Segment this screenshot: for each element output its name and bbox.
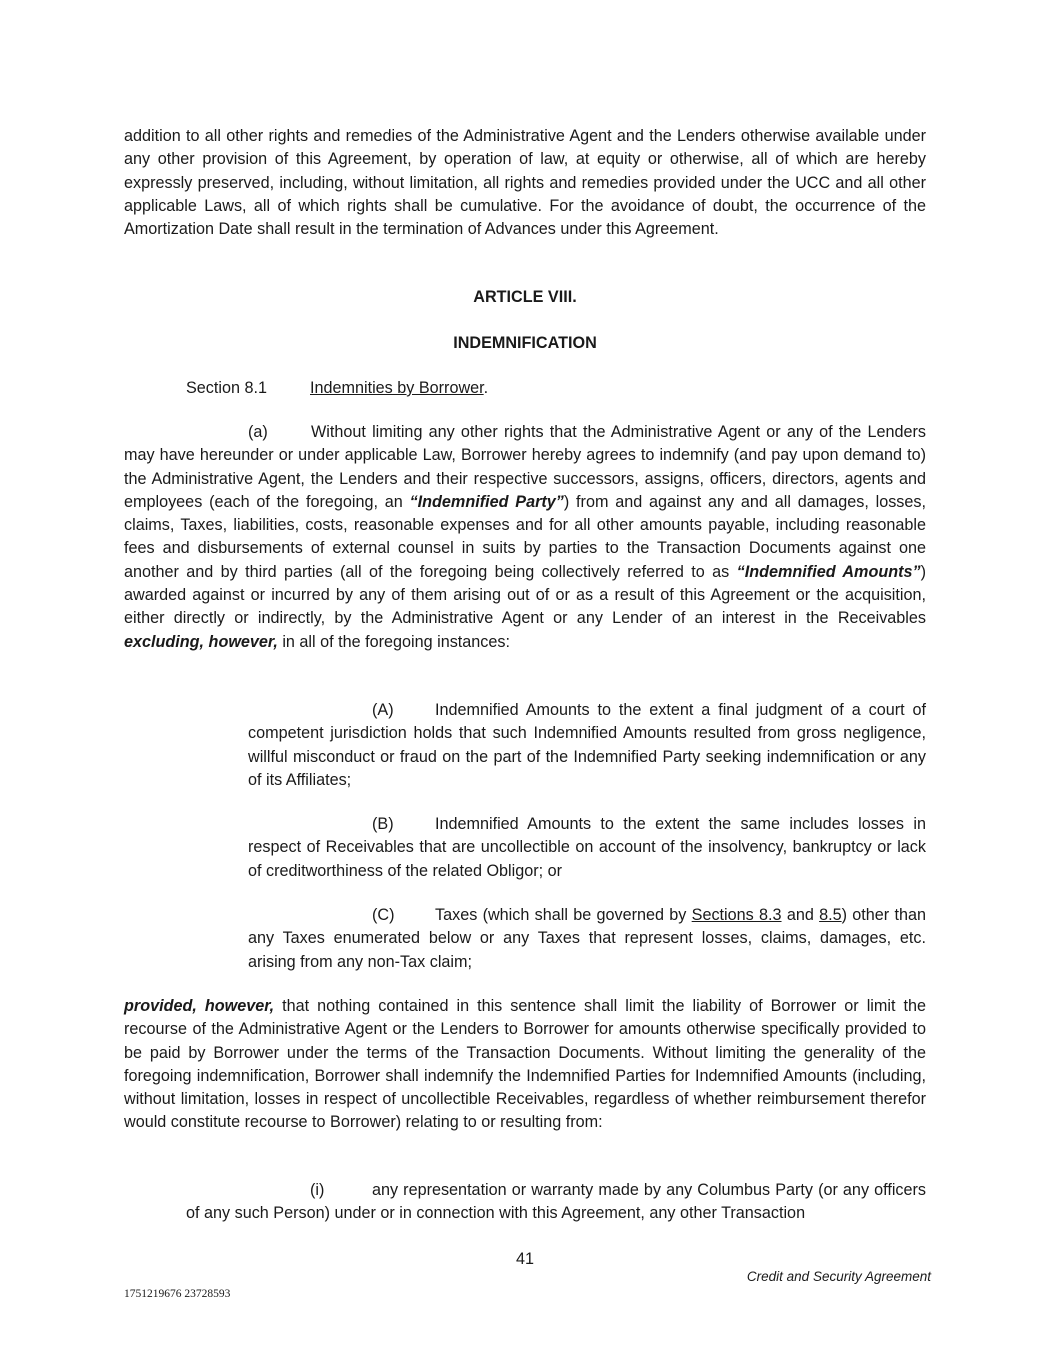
subclause-B <box>248 813 926 883</box>
section-heading <box>186 377 926 400</box>
proviso-lead-phrase: provided, however, <box>124 997 275 1015</box>
paragraph-a-marker: (a) <box>248 423 268 441</box>
proviso-paragraph <box>124 995 926 1135</box>
article-title: INDEMNIFICATION <box>453 334 597 352</box>
paragraph-a-text-1: Without limiting any other rights that the Administrative Agent or any of the Lenders may have hereunder or under applicable Law, Borrower hereby agrees to indemnify (and pay upon demand to) the Administrative Agent, the Lenders and their respective successors, assigns, officers, directors, agents and employees (each of the foregoing, an <box>124 423 926 511</box>
paragraph-a-text-2: ) from and against any and all damages, losses, claims, Taxes, liabilities, costs, reasonable expenses and for all other amounts payable, including reasonable fees and disbursements of external counsel in suits by parties to the Transaction Documents against one another and by third parties (all of the foregoing being collectively referred to as <box>124 492 926 581</box>
subclause-C <box>248 904 926 974</box>
subclause-C-text-2: ) other than any Taxes enumerated below or any Taxes that represent losses, claims, damages, etc. arising from any non-Tax claim; <box>248 906 926 971</box>
subclause-A-text: Indemnified Amounts to the extent a final judgment of a court of competent jurisdiction holds that such Indemnified Amounts resulted from gross negligence, willful misconduct or fraud on the part of the Indemnified Party seeking indemnification or any of its Affiliates; <box>248 701 926 789</box>
intro-paragraph: addition to all other rights and remedies of the Administrative Agent and the Lenders otherwise available under any other provision of this Agreement, by operation of law, at equity or otherwise, all of which are hereby expressly preserved, including, without limitation, all rights and remedies provided under the UCC and all other applicable Laws, all of which rights shall be cumulative. For the avoidance of doubt, the occurrence of the Amortization Date shall result in the termination of Advances under this Agreement. <box>124 127 926 239</box>
section-label: Section 8.1 <box>186 379 267 397</box>
subclause-C-marker: (C) <box>372 906 395 924</box>
subclause-C-conjunction: and <box>781 906 820 924</box>
subclause-B-marker: (B) <box>372 815 394 833</box>
defined-term-indemnified-amounts: “Indemnified Amounts” <box>736 562 921 581</box>
paragraph-a-text-3: ) awarded against or incurred by any of them arising out of or as a result of this Agreement or the acquisition, either directly or indirectly, by the Administrative Agent or any Lender of an interest in the Receivables <box>124 562 926 628</box>
item-i-marker: (i) <box>310 1181 325 1199</box>
cross-reference-8-5: 8.5 <box>819 906 842 924</box>
subclause-A-marker: (A) <box>372 701 394 719</box>
section-title: Indemnities by Borrower <box>310 379 484 397</box>
proviso-text: that nothing contained in this sentence shall limit the liability of Borrower or limit the recourse of the Administrative Agent or the Lenders to Borrower for amounts otherwise specifically provided to be paid by Borrower under the terms of the Transaction Documents. Without limiting the generality of the foregoing indemnification, Borrower shall indemnify the Indemnified Parties for Indemnified Amounts (including, without limitation, losses in respect of uncollectible Receivables, regardless of whether reimbursement therefor would constitute recourse to Borrower) relating to or resulting from: <box>124 997 926 1132</box>
article-number: ARTICLE VIII. <box>473 288 577 306</box>
section-title-period: . <box>483 379 489 397</box>
paragraph-a <box>124 421 926 654</box>
paragraph-a-text-4: in all of the foregoing instances: <box>277 632 510 651</box>
cross-reference-sections-8-3: Sections 8.3 <box>691 906 782 924</box>
subclause-C-text-1: Taxes (which shall be governed by <box>435 906 692 924</box>
item-i-text: any representation or warranty made by any Columbus Party (or any officers of any such Person) under or in connection with this Agreement, any other Transaction <box>186 1181 926 1223</box>
subclause-B-text: Indemnified Amounts to the extent the same includes losses in respect of Receivables that are uncollectible on account of the insolvency, bankruptcy or lack of creditworthiness of the related Obligor; or <box>248 815 926 880</box>
page-number: 41 <box>515 1250 534 1268</box>
item-i <box>186 1179 926 1226</box>
footer-document-title: Credit and Security Agreement <box>746 1269 931 1284</box>
excluding-however-phrase: excluding, however, <box>124 632 278 651</box>
subclause-A <box>248 699 926 792</box>
footer-document-id: 1751219676 23728593 <box>124 1288 231 1300</box>
defined-term-indemnified-party: “Indemnified Party” <box>409 492 564 511</box>
